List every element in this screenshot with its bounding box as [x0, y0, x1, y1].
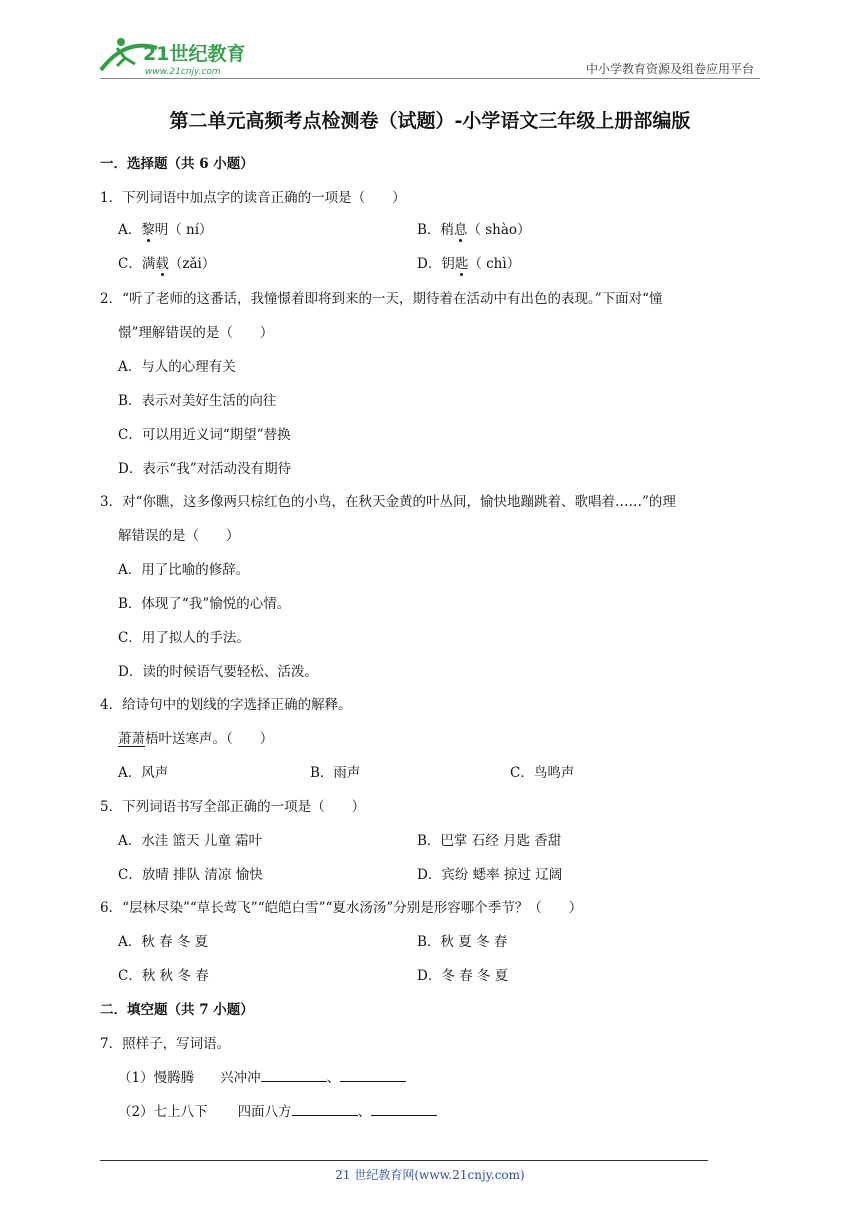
- section-heading-choice: 一．选择题（共 6 小题）: [100, 156, 254, 172]
- q1-option-a: A．黎明（ ní）: [118, 218, 213, 238]
- q5-option-c: C．放晴 排队 清凉 愉快: [118, 867, 263, 883]
- blank-field[interactable]: [292, 1103, 358, 1116]
- q1-option-b: B．稍息（ shào）: [417, 218, 531, 238]
- q7-row-2: （2）七上八下 四面八方 、: [118, 1100, 437, 1120]
- q4-option-c: C．鸟鸣声: [510, 765, 575, 781]
- q2-option-d: D．表示“我”对活动没有期待: [118, 461, 292, 477]
- question-3-stem-line2: 解错误的是（ ）: [118, 528, 240, 544]
- q3-option-b: B．体现了“我”愉悦的心情。: [118, 596, 291, 612]
- header-divider: [100, 78, 760, 79]
- q1-option-d: D．钥匙（ chì）: [417, 252, 520, 272]
- question-6-stem: 6．“层林尽染”“草长莺飞”“皑皑白雪”“夏水汤汤”分别是形容哪个季节？（ ）: [100, 900, 583, 916]
- question-2-stem-line2: 憬”理解错误的是（ ）: [118, 325, 274, 341]
- blank-field[interactable]: [371, 1103, 437, 1116]
- q6-option-a: A．秋 春 冬 夏: [118, 934, 209, 950]
- q5-option-a: A．水洼 篮天 儿童 霜叶: [118, 833, 263, 849]
- q3-option-c: C．用了拟人的手法。: [118, 630, 250, 646]
- q4-option-b: B．雨声: [310, 765, 361, 781]
- question-2-stem-line1: 2．“听了老师的这番话，我憧憬着即将到来的一天，期待着在活动中有出色的表现。”下面对“憧: [100, 291, 663, 307]
- question-7-stem: 7．照样子，写词语。: [100, 1036, 231, 1052]
- q2-option-a: A．与人的心理有关: [118, 359, 236, 375]
- q6-option-c: C．秋 秋 冬 春: [118, 968, 209, 984]
- q1-option-c: C．满载（zǎi）: [118, 252, 215, 272]
- blank-field[interactable]: [340, 1069, 406, 1082]
- q4-option-a: A．风声: [118, 765, 169, 781]
- footer-divider: [100, 1160, 708, 1161]
- page-title: 第二单元高频考点检测卷（试题）-小学语文三年级上册部编版: [169, 110, 691, 132]
- q3-option-a: A．用了比喻的修辞。: [118, 562, 250, 578]
- q5-option-b: B．巴掌 石经 月匙 香甜: [417, 833, 562, 849]
- section-heading-fill: 二．填空题（共 7 小题）: [100, 1002, 254, 1018]
- footer-link[interactable]: 21 世纪教育网(www.21cnjy.com): [335, 1168, 525, 1182]
- svg-text:www.21cnjy.com: www.21cnjy.com: [145, 67, 221, 77]
- question-4-stem: 4．给诗句中的划线的字选择正确的解释。: [100, 697, 352, 713]
- question-1-stem: 1．下列词语中加点字的读音正确的一项是（ ）: [100, 190, 406, 206]
- svg-text:21世纪教育: 21世纪教育: [143, 43, 246, 65]
- logo-21cnjy: [95, 30, 265, 80]
- question-3-stem-line1: 3．对“你瞧，这多像两只棕红色的小鸟，在秋天金黄的叶丛间，愉快地蹦跳着、歌唱着……”的理: [100, 494, 676, 510]
- q2-option-b: B．表示对美好生活的向往: [118, 393, 277, 409]
- blank-field[interactable]: [261, 1069, 327, 1082]
- question-4-poem: 萧萧梧叶送寒声。（ ）: [118, 731, 274, 747]
- q6-option-d: D．冬 春 冬 夏: [417, 968, 509, 984]
- q5-option-d: D．宾纷 蟋率 掠过 辽阔: [417, 867, 563, 883]
- q7-row-1: （1）慢腾腾 兴冲冲 、: [118, 1066, 406, 1086]
- q2-option-c: C．可以用近义词“期望”替换: [118, 427, 291, 443]
- q3-option-d: D．读的时候语气要轻松、活泼。: [118, 664, 318, 680]
- q6-option-b: B．秋 夏 冬 春: [417, 934, 508, 950]
- platform-name: 中小学教育资源及组卷应用平台: [585, 62, 754, 76]
- question-5-stem: 5．下列词语书写全部正确的一项是（ ）: [100, 799, 366, 815]
